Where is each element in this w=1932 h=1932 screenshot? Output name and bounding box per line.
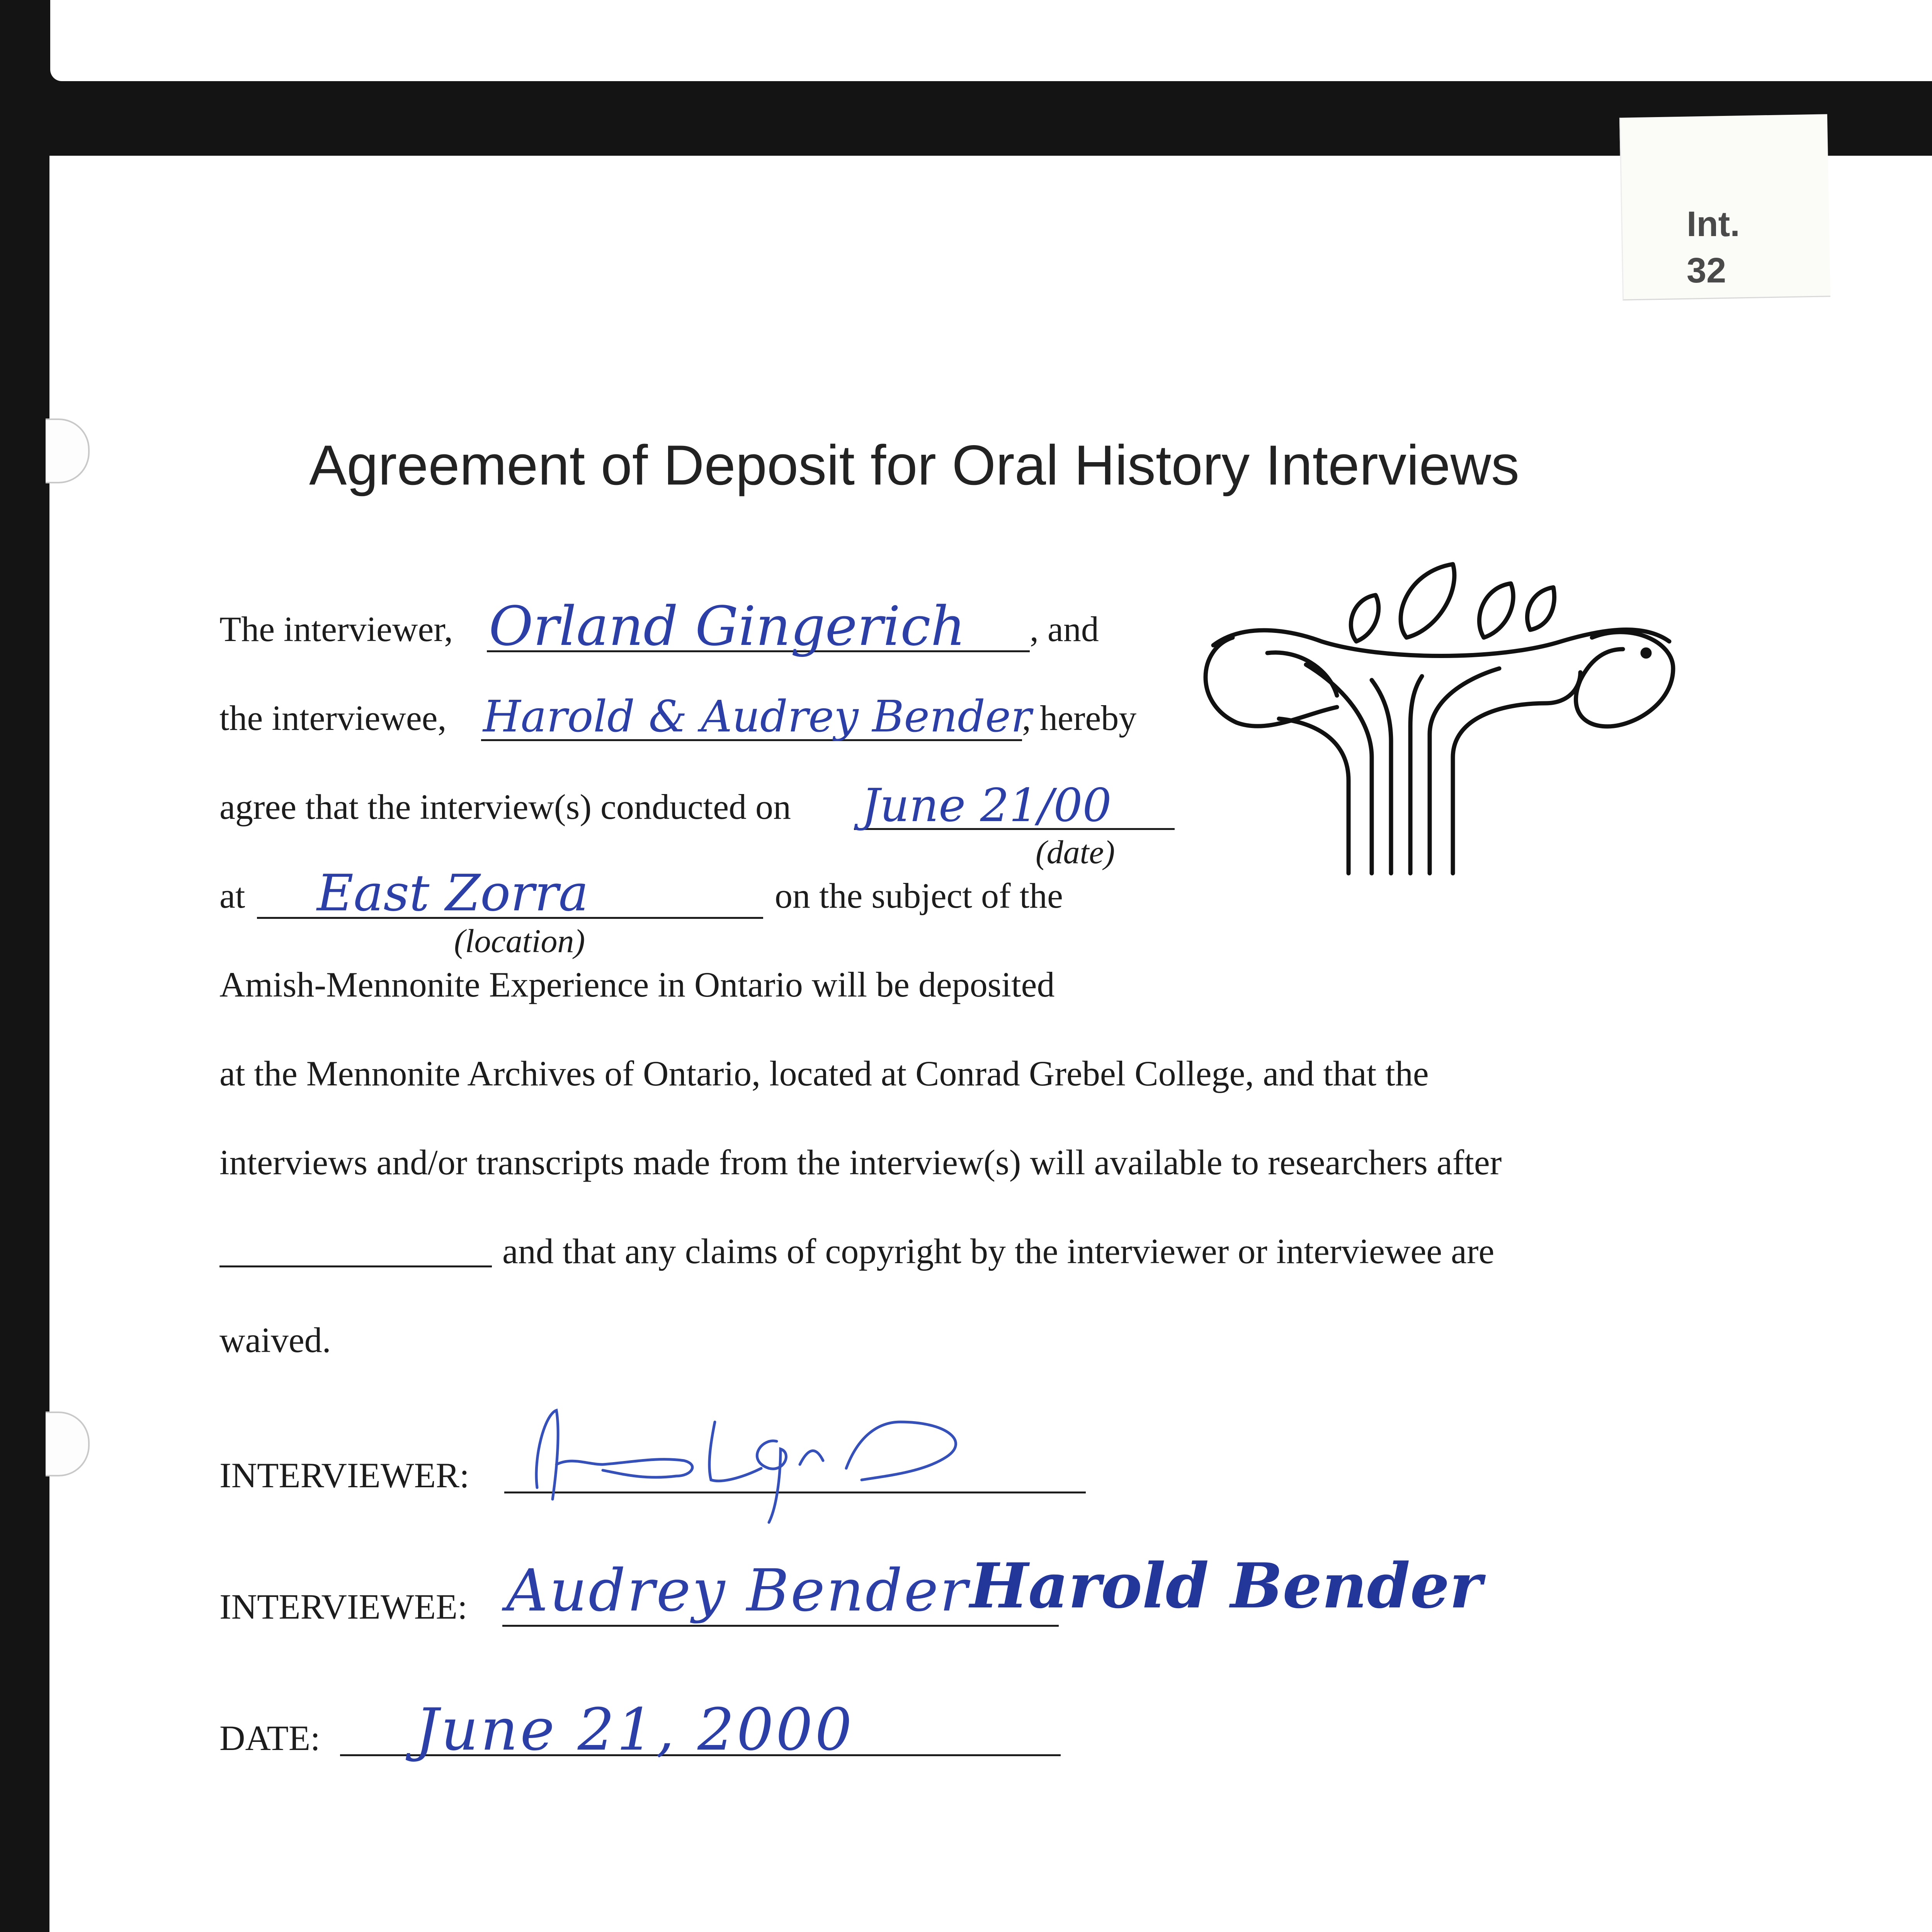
interviewee-signature-audrey: Audrey Bender	[506, 1557, 969, 1624]
signature-date-handwritten: June 21, 2000	[415, 1696, 854, 1764]
body-line-7: interviews and/or transcripts made from the interview(s) will available to researchers after	[219, 1143, 1502, 1182]
interviewee-prefix: the interviewee,	[219, 698, 447, 738]
conducted-text: agree that the interview(s) conducted on	[219, 787, 791, 827]
at-text: at	[219, 876, 245, 915]
body-line-9: waived.	[219, 1320, 331, 1360]
interviewee-name-handwritten: Harold & Audrey Bender	[483, 692, 1032, 742]
interviewee-signature-line	[502, 1625, 1059, 1627]
interviewer-signature-label: INTERVIEWER:	[219, 1456, 469, 1495]
previous-page-edge	[50, 0, 1932, 81]
interviewer-prefix: The interviewer,	[219, 609, 453, 649]
interview-number: Int. 32	[1687, 204, 1740, 290]
location-caption: (location)	[454, 922, 585, 959]
punch-hole	[46, 418, 90, 483]
conducted-date-handwritten: June 21/00	[862, 779, 1112, 832]
subject-text: on the subject of the	[775, 876, 1063, 915]
punch-hole	[46, 1412, 90, 1476]
archives-logo-icon	[1190, 541, 1692, 927]
form-page	[49, 156, 1932, 1932]
page-title: Agreement of Deposit for Oral History Interviews	[309, 434, 1520, 497]
availability-date-blank	[219, 1265, 492, 1267]
location-handwritten: East Zorra	[317, 864, 589, 922]
interviewee-suffix: , hereby	[1022, 698, 1137, 738]
interviewer-signature	[529, 1399, 1009, 1526]
body-line-5: Amish-Mennonite Experience in Ontario will be deposited	[219, 965, 1055, 1004]
date-caption: (date)	[1036, 833, 1115, 871]
interviewer-name-handwritten: Orland Gingerich	[489, 595, 966, 658]
interviewee-signature-label: INTERVIEWEE:	[219, 1587, 468, 1626]
body-line-8: and that any claims of copyright by the interviewer or interviewee are	[502, 1231, 1495, 1271]
date-label: DATE:	[219, 1718, 320, 1758]
body-line-6: at the Mennonite Archives of Ontario, located at Conrad Grebel College, and that the	[219, 1054, 1429, 1093]
interviewee-signature-harold: Harold Bender	[970, 1549, 1482, 1622]
interviewer-suffix: , and	[1030, 609, 1099, 649]
